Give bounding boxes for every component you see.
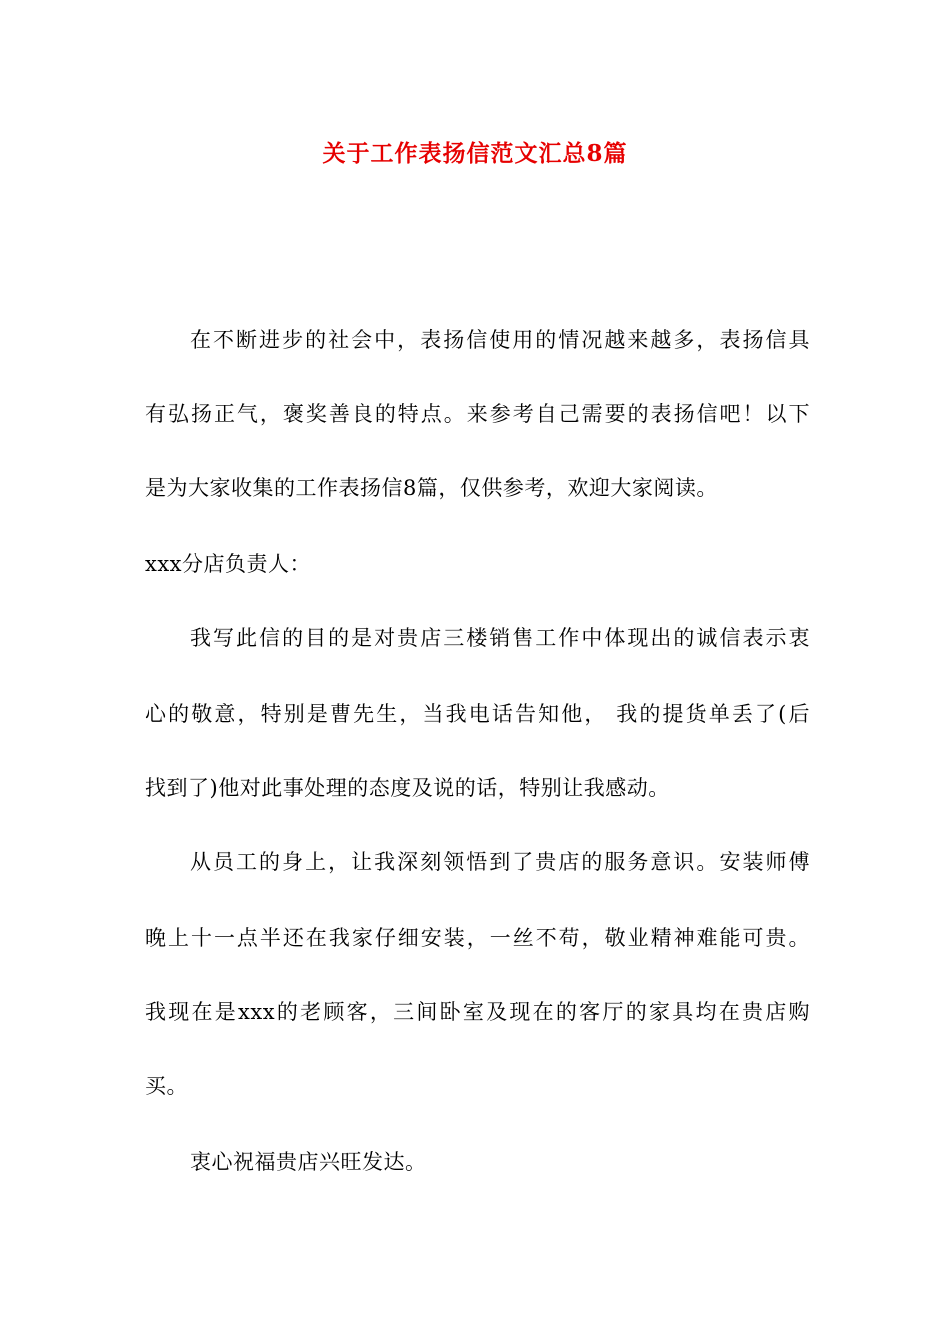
paragraph-line: 从员工的身上，让我深刻领悟到了贵店的服务意识。安装师傅 [190, 850, 810, 874]
salutation-line: xxx分店负责人： [145, 552, 312, 576]
page-title: 关于工作表扬信范文汇总8篇 [322, 140, 628, 167]
paragraph-line: 我现在是xxx的老顾客，三间卧室及现在的客厅的家具均在贵店购 [145, 1000, 810, 1024]
paragraph-line: 找到了)他对此事处理的态度及说的话，特别让我感动。 [145, 776, 670, 800]
paragraph-line: 我写此信的目的是对贵店三楼销售工作中体现出的诚信表示衷 [190, 626, 810, 650]
paragraph-line: 买。 [145, 1074, 188, 1098]
paragraph-line: 有弘扬正气，褒奖善良的特点。来参考自己需要的表扬信吧！以下 [145, 402, 810, 426]
paragraph-line: 衷心祝福贵店兴旺发达。 [190, 1150, 427, 1174]
paragraph-line: 是为大家收集的工作表扬信8篇，仅供参考，欢迎大家阅读。 [145, 476, 718, 500]
paragraph-line: 在不断进步的社会中，表扬信使用的情况越来越多，表扬信具 [190, 328, 810, 352]
paragraph-line: 心的敬意，特别是曹先生，当我电话告知他， 我的提货单丢了(后 [145, 702, 810, 726]
paragraph-line: 晚上十一点半还在我家仔细安装，一丝不苟，敬业精神难能可贵。 [145, 926, 810, 950]
